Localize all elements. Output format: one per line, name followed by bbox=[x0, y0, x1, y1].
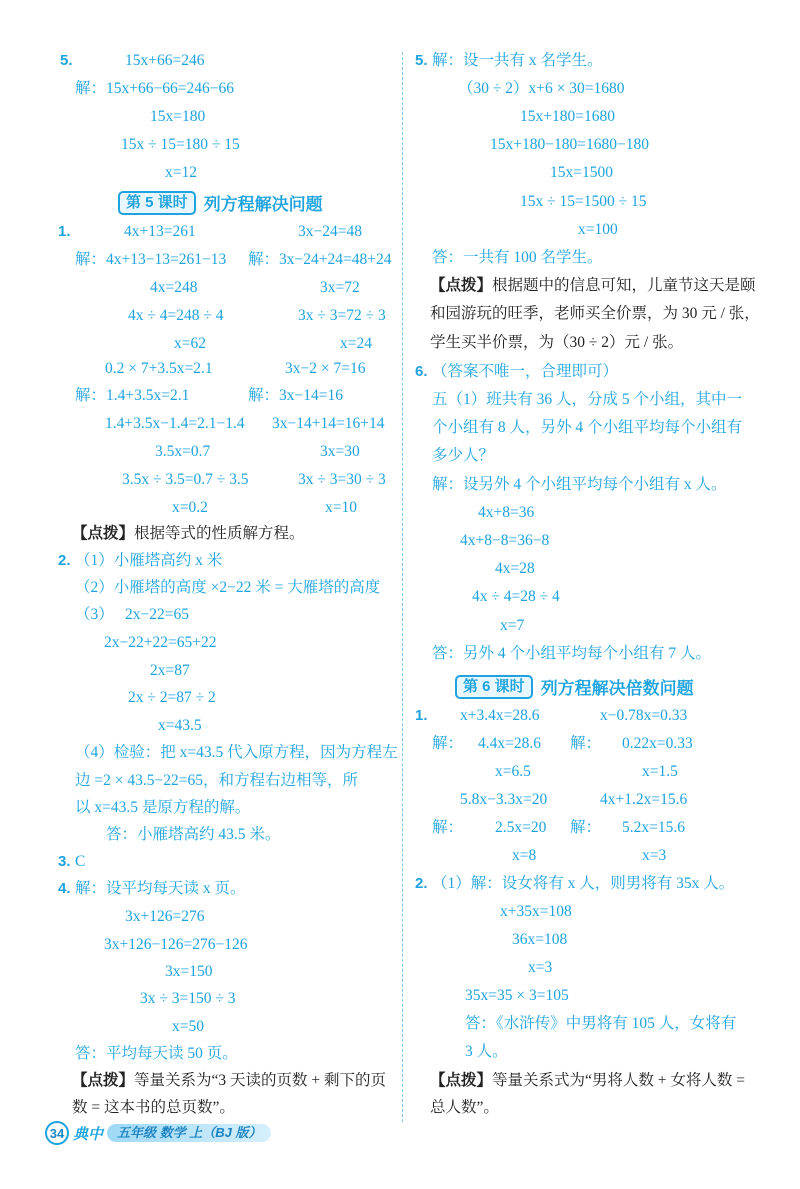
problem-number: 3. bbox=[58, 853, 71, 870]
equation-line: 3.5x=0.7 bbox=[155, 443, 211, 460]
equation-line: 2x ÷ 2=87 ÷ 2 bbox=[128, 689, 216, 706]
answer-line: 个小组有 8 人，另外 4 个小组平均每个小组有 bbox=[432, 419, 743, 436]
equation-line: 4x=248 bbox=[150, 279, 198, 296]
equation-line: 3x ÷ 3=150 ÷ 3 bbox=[140, 990, 236, 1007]
equation-line: 15x ÷ 15=1500 ÷ 15 bbox=[520, 193, 647, 210]
equation-line: 解：1.4+3.5x=2.1 bbox=[75, 387, 190, 404]
hint-note bbox=[72, 524, 305, 544]
equation-line: 2x−22+22=65+22 bbox=[104, 634, 217, 651]
hint-text: 根据等式的性质解方程。 bbox=[134, 525, 305, 542]
lesson-6-heading bbox=[455, 674, 694, 699]
problem-number: 2. bbox=[58, 552, 71, 569]
equation-line: x=8 bbox=[512, 847, 537, 864]
hint-text: 根据题中的信息可知，儿童节这天是颐 bbox=[492, 277, 756, 294]
answer-line: C bbox=[75, 853, 86, 870]
problem-number: 4. bbox=[58, 880, 71, 897]
equation-line: 3x=150 bbox=[165, 963, 213, 980]
equation-line: 15x+66=246 bbox=[125, 52, 205, 69]
hint-text: 等量关系为“3 天读的页数 + 剩下的页 bbox=[134, 1072, 387, 1089]
answer-label: 解： bbox=[570, 819, 602, 836]
equation-line: 5.8x−3.3x=20 bbox=[460, 791, 548, 808]
equation-line: 3x−14+14=16+14 bbox=[272, 415, 385, 432]
equation-line: x=10 bbox=[325, 499, 357, 516]
equation-line: 0.2 × 7+3.5x=2.1 bbox=[105, 360, 213, 377]
equation-line: x=100 bbox=[578, 221, 618, 238]
answer-line: 答：小雁塔高约 43.5 米。 bbox=[106, 826, 281, 843]
hint-note bbox=[430, 1071, 745, 1091]
equation-line: x=12 bbox=[165, 164, 197, 181]
equation-line: 4x ÷ 4=28 ÷ 4 bbox=[472, 588, 560, 605]
answer-line: 解：设一共有 x 名学生。 bbox=[432, 52, 603, 69]
answer-line: 答：一共有 100 名学生。 bbox=[432, 249, 603, 266]
equation-line: 3x−24=48 bbox=[298, 223, 362, 240]
equation-line: 3x ÷ 3=30 ÷ 3 bbox=[298, 471, 386, 488]
answer-line: （1）小雁塔高约 x 米 bbox=[75, 552, 223, 569]
answer-label: 解： bbox=[432, 819, 464, 836]
hint-text: 数 = 这本书的总页数”。 bbox=[72, 1099, 235, 1116]
equation-line: 15x=1500 bbox=[550, 164, 613, 181]
equation-line: 1.4+3.5x−1.4=2.1−1.4 bbox=[105, 415, 245, 432]
equation-line: x=62 bbox=[174, 335, 206, 352]
problem-number: 5. bbox=[415, 52, 428, 69]
equation-line: 15x ÷ 15=180 ÷ 15 bbox=[121, 136, 240, 153]
equation-line: 4x+8−8=36−8 bbox=[460, 532, 550, 549]
answer-line: 解：设另外 4 个小组平均每个小组有 x 人。 bbox=[432, 476, 727, 493]
answer-line: 答：平均每天读 50 页。 bbox=[75, 1045, 238, 1062]
equation-line: 解：3x−14=16 bbox=[248, 387, 343, 404]
problem-number: 1. bbox=[415, 707, 428, 724]
hint-note bbox=[72, 1071, 386, 1091]
equation-line: x=3 bbox=[642, 847, 667, 864]
hint-text: 和园游玩的旺季，老师买全价票，为 30 元 / 张， bbox=[430, 305, 760, 322]
hint-tag: 【点拨】 bbox=[72, 1072, 135, 1089]
equation-line: 解：4x+13−13=261−13 bbox=[75, 251, 227, 268]
equation-line: 解：15x+66−66=246−66 bbox=[75, 80, 234, 97]
equation-line: 36x=108 bbox=[512, 931, 568, 948]
answer-line: （答案不唯一，合理即可） bbox=[432, 363, 619, 380]
lesson-title: 列方程解决倍数问题 bbox=[540, 679, 694, 698]
grade-subject-label: 五年级 数学 上（BJ 版） bbox=[107, 1124, 271, 1142]
equation-line: x−0.78x=0.33 bbox=[600, 707, 688, 724]
lesson-badge: 第 5 课时 bbox=[118, 191, 196, 215]
equation-line: 3x+126=276 bbox=[125, 908, 205, 925]
problem-number: 2. bbox=[415, 875, 428, 892]
hint-note bbox=[430, 276, 756, 296]
hint-tag: 【点拨】 bbox=[430, 1072, 493, 1089]
equation-line: 2.5x=20 bbox=[495, 819, 547, 836]
equation-line: x=24 bbox=[340, 335, 372, 352]
problem-number: 5. bbox=[60, 52, 73, 69]
hint-tag: 【点拨】 bbox=[72, 525, 135, 542]
hint-text: 学生买半价票，为（30 ÷ 2）元 / 张。 bbox=[430, 334, 684, 351]
answer-line: （4）检验：把 x=43.5 代入原方程，因为方程左 bbox=[75, 744, 398, 761]
answer-line: 五（1）班共有 36 人，分成 5 个小组，其中一 bbox=[432, 391, 743, 408]
equation-line: x=1.5 bbox=[642, 763, 678, 780]
equation-line: 4x+8=36 bbox=[478, 504, 535, 521]
page-number: 34 bbox=[45, 1121, 69, 1145]
answer-line: 解：设平均每天读 x 页。 bbox=[75, 880, 246, 897]
lesson-title: 列方程解决问题 bbox=[203, 195, 323, 214]
equation-line: 2x=87 bbox=[150, 662, 190, 679]
answer-label: 解： bbox=[432, 735, 464, 752]
equation-line: 4.4x=28.6 bbox=[478, 735, 541, 752]
equation-line: 15x+180=1680 bbox=[520, 108, 615, 125]
answer-line: 边 =2 × 43.5−22=65，和方程右边相等，所 bbox=[75, 772, 358, 789]
answer-line: （1）解：设女将有 x 人，则男将有 35x 人。 bbox=[432, 875, 735, 892]
lesson-badge: 第 6 课时 bbox=[455, 675, 533, 699]
hint-text: 总人数”。 bbox=[430, 1099, 499, 1116]
equation-line: x=3 bbox=[528, 959, 553, 976]
equation-line: x=0.2 bbox=[172, 499, 208, 516]
column-divider bbox=[402, 52, 403, 1122]
answer-line: 以 x=43.5 是原方程的解。 bbox=[75, 799, 251, 816]
equation-line: 4x+13=261 bbox=[124, 223, 196, 240]
equation-line: 35x=35 × 3=105 bbox=[465, 987, 569, 1004]
answer-line: 多少人？ bbox=[432, 447, 495, 464]
equation-line: 15x+180−180=1680−180 bbox=[490, 136, 649, 153]
problem-number: 1. bbox=[58, 223, 71, 240]
equation-line: 5.2x=15.6 bbox=[622, 819, 685, 836]
answer-line: 答：《水浒传》中男将有 105 人，女将有 bbox=[465, 1015, 737, 1032]
equation-line: x+35x=108 bbox=[500, 903, 572, 920]
hint-tag: 【点拨】 bbox=[430, 277, 493, 294]
page-footer bbox=[45, 1121, 271, 1145]
equation-line: 3x+126−126=276−126 bbox=[104, 936, 248, 953]
lesson-5-heading bbox=[118, 190, 323, 215]
equation-line: x=50 bbox=[172, 1018, 204, 1035]
equation-line: 3x−2 × 7=16 bbox=[285, 360, 366, 377]
answer-label: 解： bbox=[570, 735, 602, 752]
equation-line: 4x+1.2x=15.6 bbox=[600, 791, 688, 808]
equation-line: 15x=180 bbox=[150, 108, 206, 125]
equation-line: x+3.4x=28.6 bbox=[460, 707, 540, 724]
equation-line: 4x=28 bbox=[495, 560, 535, 577]
equation-line: x=6.5 bbox=[495, 763, 531, 780]
equation-line: 解：3x−24+24=48+24 bbox=[248, 251, 392, 268]
equation-line: x=7 bbox=[500, 617, 525, 634]
answer-line: 答：另外 4 个小组平均每个小组有 7 人。 bbox=[432, 645, 712, 662]
brand-logo: 典中 bbox=[73, 1125, 104, 1143]
equation-line: 2x−22=65 bbox=[125, 606, 189, 623]
equation-line: 3x=72 bbox=[320, 279, 360, 296]
problem-number: 6. bbox=[415, 363, 428, 380]
equation-line: 3.5x ÷ 3.5=0.7 ÷ 3.5 bbox=[122, 471, 249, 488]
equation-line: 3x=30 bbox=[320, 443, 360, 460]
equation-line: 0.22x=0.33 bbox=[622, 735, 693, 752]
equation-line: 4x ÷ 4=248 ÷ 4 bbox=[128, 307, 224, 324]
hint-text: 等量关系式为“男将人数 + 女将人数 = bbox=[492, 1072, 746, 1089]
answer-line: 3 人。 bbox=[465, 1043, 508, 1060]
equation-line: x=43.5 bbox=[158, 717, 202, 734]
answer-line: （3） bbox=[75, 606, 114, 623]
equation-line: 3x ÷ 3=72 ÷ 3 bbox=[298, 307, 386, 324]
answer-line: （2）小雁塔的高度 ×2−22 米 = 大雁塔的高度 bbox=[75, 579, 381, 596]
equation-line: （30 ÷ 2）x+6 × 30=1680 bbox=[458, 80, 625, 97]
